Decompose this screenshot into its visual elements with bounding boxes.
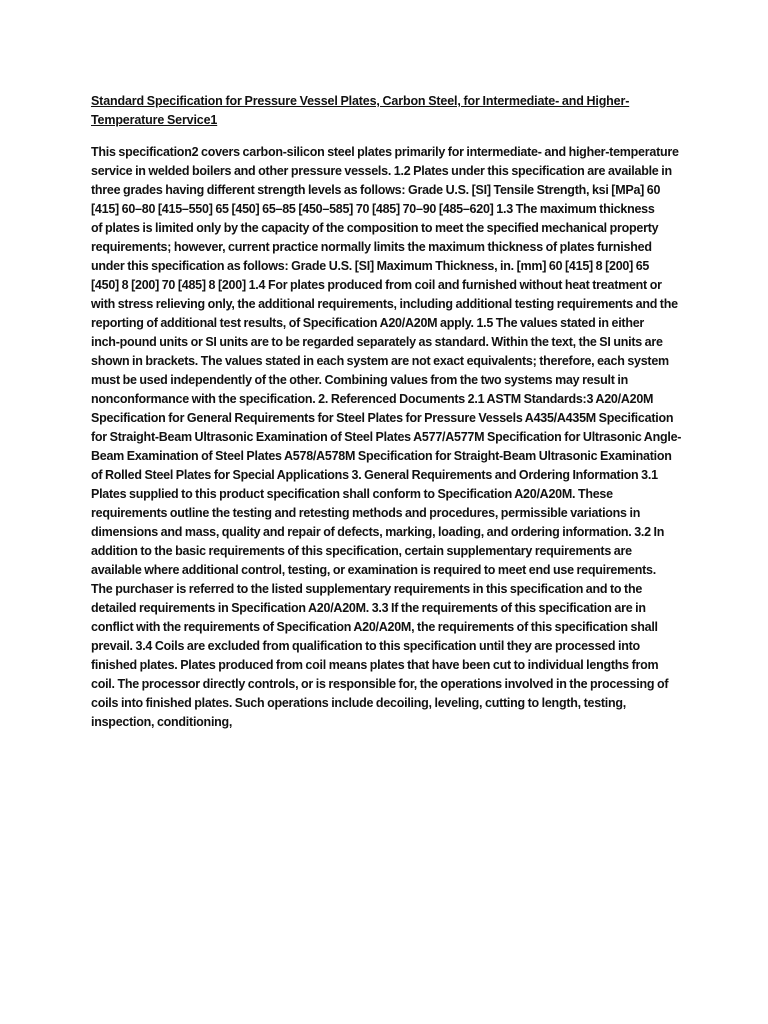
body-line: [450] 8 [200] 70 [485] 8 [200] 1.4 For plates produced from coil and furnished without heat treatment or (91, 278, 662, 292)
body-line: inspection, conditioning, (91, 715, 233, 729)
body-line: [415] 60–80 [415–550] 65 [450] 65–85 [450–585] 70 [485] 70–90 [485–620] 1.3 The maximum thickness (91, 202, 655, 216)
body-line: nonconformance with the specification. 2. Referenced Documents 2.1 ASTM Standards:3 A20/A20M (91, 392, 654, 406)
body-line: of Rolled Steel Plates for Special Applications 3. General Requirements and Ordering Information 3.1 (91, 468, 658, 482)
body-line: finished plates. Plates produced from coil means plates that have been cut to individual lengths from (91, 658, 659, 672)
body-line: requirements; however, current practice normally limits the maximum thickness of plates furnished (91, 240, 652, 254)
title-line: Temperature Service1 (91, 113, 218, 127)
document-page (91, 92, 681, 732)
body-line: service in welded boilers and other pressure vessels. 1.2 Plates under this specification are available in (91, 164, 672, 178)
body-line: coil. The processor directly controls, or is responsible for, the operations involved in the processing of (91, 677, 669, 691)
body-line: dimensions and mass, quality and repair of defects, marking, loading, and ordering information. 3.2 In (91, 525, 665, 539)
body-line: for Straight-Beam Ultrasonic Examination of Steel Plates A577/A577M Specification for Ultrasonic Angle- (91, 430, 682, 444)
body-line: of plates is limited only by the capacity of the composition to meet the specified mechanical property (91, 221, 659, 235)
body-line: three grades having different strength levels as follows: Grade U.S. [SI] Tensile Strength, ksi [MPa] 60 (91, 183, 661, 197)
body-line: conflict with the requirements of Specification A20/A20M, the requirements of this specification shall (91, 620, 658, 634)
body-line: addition to the basic requirements of this specification, certain supplementary requirements are (91, 544, 632, 558)
document-title (91, 92, 681, 130)
body-line: prevail. 3.4 Coils are excluded from qualification to this specification until they are processed into (91, 639, 640, 653)
body-line: with stress relieving only, the additional requirements, including additional testing requirements and the (91, 297, 678, 311)
body-line: detailed requirements in Specification A20/A20M. 3.3 If the requirements of this specification are in (91, 601, 646, 615)
body-line: Specification for General Requirements for Steel Plates for Pressure Vessels A435/A435M Specification (91, 411, 674, 425)
body-line: under this specification as follows: Grade U.S. [SI] Maximum Thickness, in. [mm] 60 [415] 8 [200] 65 (91, 259, 650, 273)
body-line: available where additional control, testing, or examination is required to meet end use requirements. (91, 563, 656, 577)
body-line: Plates supplied to this product specification shall conform to Specification A20/A20M. These (91, 487, 613, 501)
body-line: requirements outline the testing and retesting methods and procedures, permissible variations in (91, 506, 641, 520)
document-body (91, 143, 681, 732)
body-line: This specification2 covers carbon-silicon steel plates primarily for intermediate- and higher-temperature (91, 145, 679, 159)
body-line: inch-pound units or SI units are to be regarded separately as standard. Within the text, the SI units are (91, 335, 663, 349)
title-line: Standard Specification for Pressure Vessel Plates, Carbon Steel, for Intermediate- and Higher- (91, 94, 630, 108)
body-line: coils into finished plates. Such operations include decoiling, leveling, cutting to length, testing, (91, 696, 627, 710)
body-line: must be used independently of the other. Combining values from the two systems may result in (91, 373, 628, 387)
body-line: reporting of additional test results, of Specification A20/A20M apply. 1.5 The values stated in either (91, 316, 645, 330)
body-line: Beam Examination of Steel Plates A578/A578M Specification for Straight-Beam Ultrasonic Examination (91, 449, 672, 463)
body-line: The purchaser is referred to the listed supplementary requirements in this specification and to the (91, 582, 643, 596)
body-line: shown in brackets. The values stated in each system are not exact equivalents; therefore, each system (91, 354, 669, 368)
